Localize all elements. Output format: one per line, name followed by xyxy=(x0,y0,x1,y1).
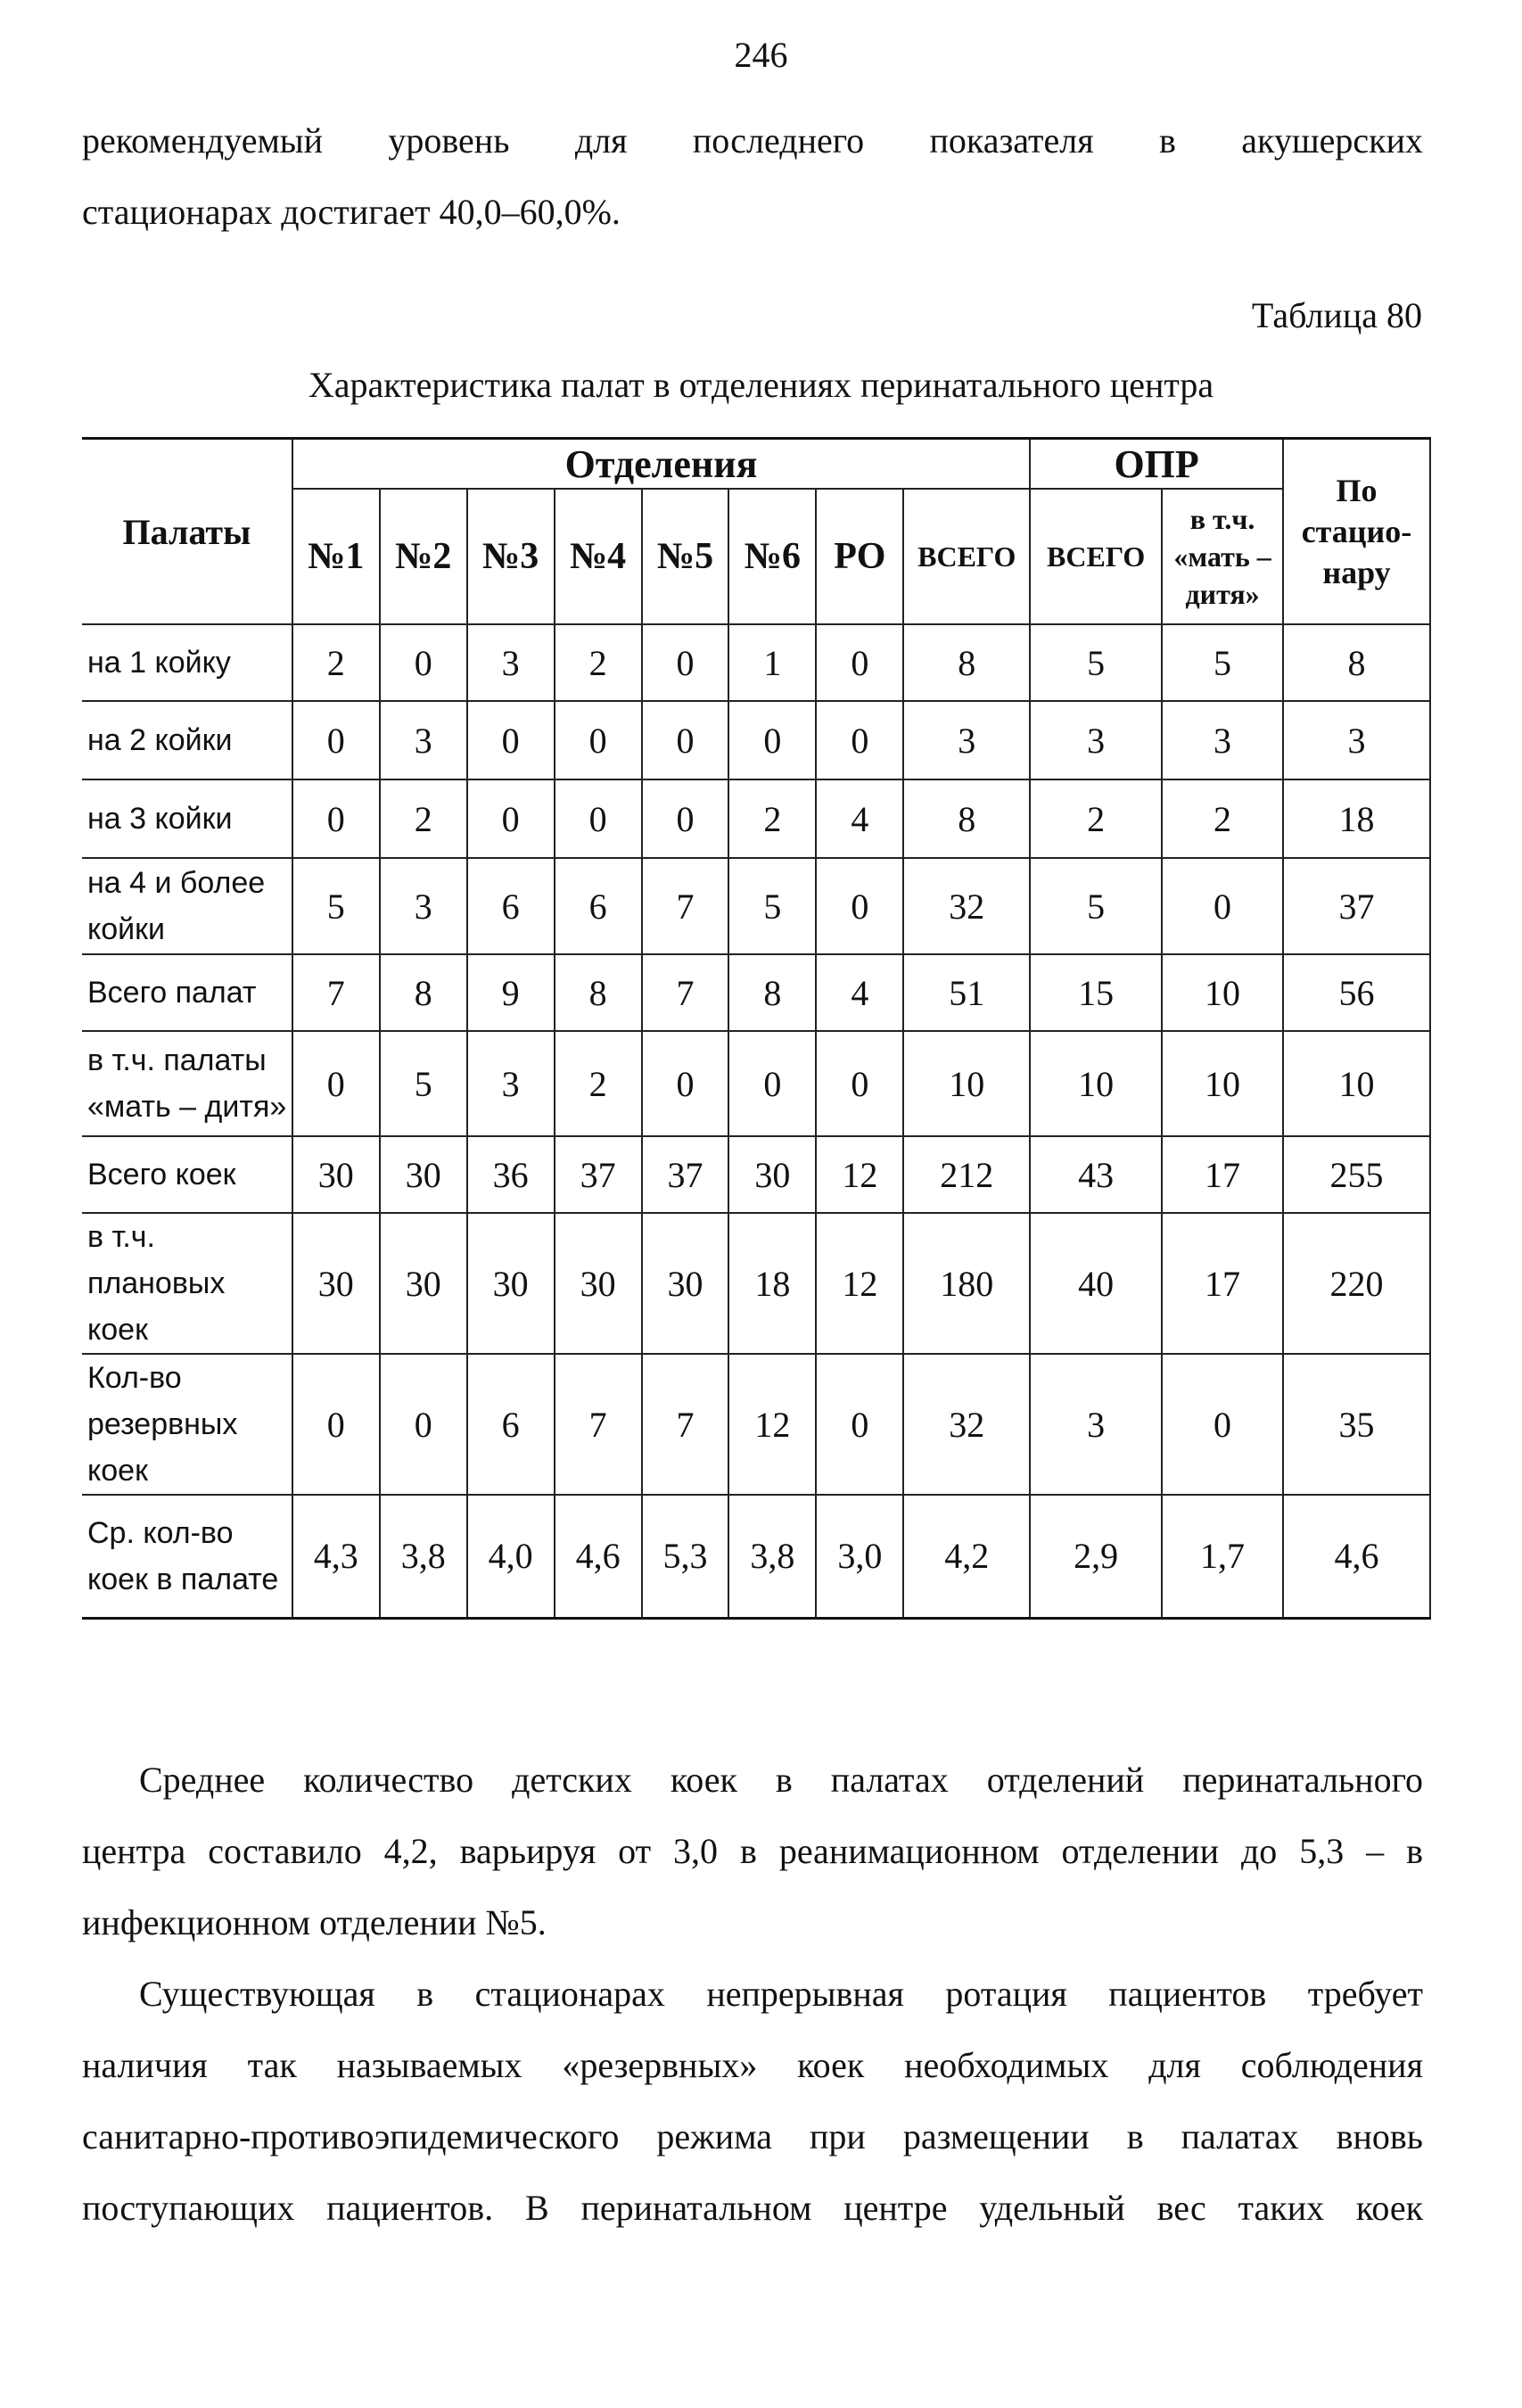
table-row xyxy=(82,1031,1430,1136)
table-cell: 6 xyxy=(555,858,642,954)
table-cell: 2 xyxy=(1030,779,1162,858)
table-cell: 0 xyxy=(467,701,555,779)
row-label: на 3 койки xyxy=(82,779,292,858)
table-cell: 5,3 xyxy=(642,1495,729,1618)
table-cell: 3 xyxy=(467,1031,555,1136)
table-row xyxy=(82,624,1430,701)
table-cell: 3 xyxy=(1030,1354,1162,1495)
table-cell: 3 xyxy=(380,858,467,954)
table-cell: 6 xyxy=(467,1354,555,1495)
table-cell: 2 xyxy=(1162,779,1283,858)
row-label: Всего палат xyxy=(82,954,292,1031)
table-cell: 30 xyxy=(728,1136,816,1213)
table-cell: 30 xyxy=(380,1136,467,1213)
table-cell: 5 xyxy=(380,1031,467,1136)
table-cell: 0 xyxy=(728,701,816,779)
row-label: в т.ч. плановых коек xyxy=(82,1213,292,1354)
table-cell: 32 xyxy=(903,858,1030,954)
table-cell: 3,8 xyxy=(380,1495,467,1618)
text-line: Среднее количество детских коек в палатах отделений перинатального xyxy=(139,1760,1423,1800)
table-cell: 8 xyxy=(1283,624,1430,701)
page-number: 246 xyxy=(734,35,788,75)
table-cell: 3,8 xyxy=(728,1495,816,1618)
text-line: санитарно-противоэпидемического режима при размещении в палатах вновь xyxy=(82,2116,1423,2156)
table-cell: 8 xyxy=(903,624,1030,701)
table-row xyxy=(82,1354,1430,1495)
table-row xyxy=(82,701,1430,779)
table-cell: 37 xyxy=(642,1136,729,1213)
table-row xyxy=(82,954,1430,1031)
table-cell: 8 xyxy=(555,954,642,1031)
header-col: РО xyxy=(816,489,903,624)
table-cell: 0 xyxy=(816,1354,903,1495)
table-cell: 0 xyxy=(728,1031,816,1136)
table-cell: 0 xyxy=(380,624,467,701)
table-cell: 7 xyxy=(292,954,380,1031)
header-col: №5 xyxy=(642,489,729,624)
table-row xyxy=(82,1136,1430,1213)
table-cell: 5 xyxy=(1030,624,1162,701)
table-caption: Характеристика палат в отделениях перинатального центра xyxy=(308,365,1214,405)
table-row xyxy=(82,779,1430,858)
table-number: Таблица 80 xyxy=(1251,295,1422,335)
paragraph-2 xyxy=(82,1959,1423,2244)
table-cell: 7 xyxy=(642,954,729,1031)
text-line: наличия так называемых «резервных» коек необходимых для соблюдения xyxy=(82,2045,1423,2085)
table-cell: 4,3 xyxy=(292,1495,380,1618)
table-cell: 43 xyxy=(1030,1136,1162,1213)
table-cell: 2 xyxy=(292,624,380,701)
table-cell: 1 xyxy=(728,624,816,701)
table-cell: 17 xyxy=(1162,1136,1283,1213)
table-cell: 0 xyxy=(1162,858,1283,954)
text-line: центра составило 4,2, варьируя от 3,0 в реанимационном отделении до 5,3 – в xyxy=(82,1831,1423,1871)
table-cell: 12 xyxy=(728,1354,816,1495)
table-cell: 7 xyxy=(555,1354,642,1495)
table-cell: 7 xyxy=(642,858,729,954)
table-cell: 8 xyxy=(728,954,816,1031)
table-cell: 10 xyxy=(1162,1031,1283,1136)
header-col: №4 xyxy=(555,489,642,624)
rooms-table xyxy=(82,437,1431,1620)
table-cell: 2,9 xyxy=(1030,1495,1162,1618)
table-cell: 6 xyxy=(467,858,555,954)
row-label: Кол-во резервных коек xyxy=(82,1354,292,1495)
table-cell: 8 xyxy=(903,779,1030,858)
header-rooms: Палаты xyxy=(82,439,292,625)
table-cell: 40 xyxy=(1030,1213,1162,1354)
header-col: №1 xyxy=(292,489,380,624)
table-cell: 30 xyxy=(467,1213,555,1354)
header-col: ВСЕГО xyxy=(1030,489,1162,624)
table-cell: 8 xyxy=(380,954,467,1031)
table-cell: 30 xyxy=(292,1136,380,1213)
table-row xyxy=(82,858,1430,954)
row-label: Ср. кол-во коек в палате xyxy=(82,1495,292,1618)
table-cell: 36 xyxy=(467,1136,555,1213)
table-cell: 4,6 xyxy=(555,1495,642,1618)
table-cell: 3,0 xyxy=(816,1495,903,1618)
table-cell: 2 xyxy=(728,779,816,858)
table-cell: 4 xyxy=(816,779,903,858)
table-cell: 212 xyxy=(903,1136,1030,1213)
text-line: стационарах достигает 40,0–60,0%. xyxy=(82,192,621,232)
table-cell: 10 xyxy=(903,1031,1030,1136)
table-cell: 0 xyxy=(292,779,380,858)
table-cell: 3 xyxy=(1283,701,1430,779)
table-cell: 0 xyxy=(816,624,903,701)
table-cell: 4 xyxy=(816,954,903,1031)
table-cell: 30 xyxy=(292,1213,380,1354)
table-cell: 12 xyxy=(816,1136,903,1213)
table-cell: 9 xyxy=(467,954,555,1031)
table-cell: 32 xyxy=(903,1354,1030,1495)
text-line: рекомендуемый уровень для последнего показателя в акушерских xyxy=(82,120,1423,161)
row-label: Всего коек xyxy=(82,1136,292,1213)
table-cell: 0 xyxy=(467,779,555,858)
table-cell: 30 xyxy=(642,1213,729,1354)
table-cell: 1,7 xyxy=(1162,1495,1283,1618)
table-cell: 10 xyxy=(1162,954,1283,1031)
table-cell: 30 xyxy=(380,1213,467,1354)
text-line: поступающих пациентов. В перинатальном центре удельный вес таких коек xyxy=(82,2188,1423,2228)
header-departments: Отделения xyxy=(292,439,1030,490)
table-cell: 4,2 xyxy=(903,1495,1030,1618)
text-line: инфекционном отделении №5. xyxy=(82,1902,547,1942)
header-opr: ОПР xyxy=(1030,439,1283,490)
table-cell: 5 xyxy=(1030,858,1162,954)
table-cell: 18 xyxy=(728,1213,816,1354)
table-row xyxy=(82,1495,1430,1618)
header-col: в т.ч. «мать – дитя» xyxy=(1162,489,1283,624)
header-hospital-total: По стацио-нару xyxy=(1283,439,1430,625)
table-cell: 0 xyxy=(642,779,729,858)
table-cell: 2 xyxy=(555,624,642,701)
table-cell: 17 xyxy=(1162,1213,1283,1354)
table-cell: 0 xyxy=(642,624,729,701)
header-col: №6 xyxy=(728,489,816,624)
table-cell: 37 xyxy=(555,1136,642,1213)
table-cell: 2 xyxy=(380,779,467,858)
intro-paragraph xyxy=(82,105,1423,248)
table-cell: 10 xyxy=(1283,1031,1430,1136)
table-cell: 0 xyxy=(816,1031,903,1136)
table-cell: 0 xyxy=(380,1354,467,1495)
text-line: Существующая в стационарах непрерывная ротация пациентов требует xyxy=(139,1974,1423,2014)
table-cell: 220 xyxy=(1283,1213,1430,1354)
table-cell: 0 xyxy=(1162,1354,1283,1495)
table-cell: 5 xyxy=(728,858,816,954)
table-cell: 56 xyxy=(1283,954,1430,1031)
row-label: на 2 койки xyxy=(82,701,292,779)
table-cell: 0 xyxy=(642,701,729,779)
table-cell: 0 xyxy=(555,779,642,858)
table-cell: 12 xyxy=(816,1213,903,1354)
paragraph-1 xyxy=(82,1744,1423,1959)
table-cell: 18 xyxy=(1283,779,1430,858)
table-cell: 0 xyxy=(292,1031,380,1136)
table-cell: 4,6 xyxy=(1283,1495,1430,1618)
header-col: ВСЕГО xyxy=(903,489,1030,624)
table-cell: 0 xyxy=(642,1031,729,1136)
table-row xyxy=(82,1213,1430,1354)
header-col: №2 xyxy=(380,489,467,624)
table-cell: 0 xyxy=(292,701,380,779)
table-cell: 15 xyxy=(1030,954,1162,1031)
table-cell: 255 xyxy=(1283,1136,1430,1213)
table-cell: 3 xyxy=(1030,701,1162,779)
table-cell: 37 xyxy=(1283,858,1430,954)
table-cell: 3 xyxy=(903,701,1030,779)
table-cell: 7 xyxy=(642,1354,729,1495)
table-cell: 0 xyxy=(816,701,903,779)
table-cell: 5 xyxy=(1162,624,1283,701)
row-label: в т.ч. палаты «мать – дитя» xyxy=(82,1031,292,1136)
table-cell: 3 xyxy=(1162,701,1283,779)
table-cell: 4,0 xyxy=(467,1495,555,1618)
table-cell: 35 xyxy=(1283,1354,1430,1495)
row-label: на 4 и более койки xyxy=(82,858,292,954)
row-label: на 1 койку xyxy=(82,624,292,701)
table-cell: 51 xyxy=(903,954,1030,1031)
table-cell: 2 xyxy=(555,1031,642,1136)
table-cell: 3 xyxy=(467,624,555,701)
table-cell: 10 xyxy=(1030,1031,1162,1136)
table-cell: 5 xyxy=(292,858,380,954)
table-cell: 30 xyxy=(555,1213,642,1354)
table-cell: 3 xyxy=(380,701,467,779)
table-cell: 180 xyxy=(903,1213,1030,1354)
header-col: №3 xyxy=(467,489,555,624)
table-cell: 0 xyxy=(555,701,642,779)
table-cell: 0 xyxy=(292,1354,380,1495)
table-cell: 0 xyxy=(816,858,903,954)
